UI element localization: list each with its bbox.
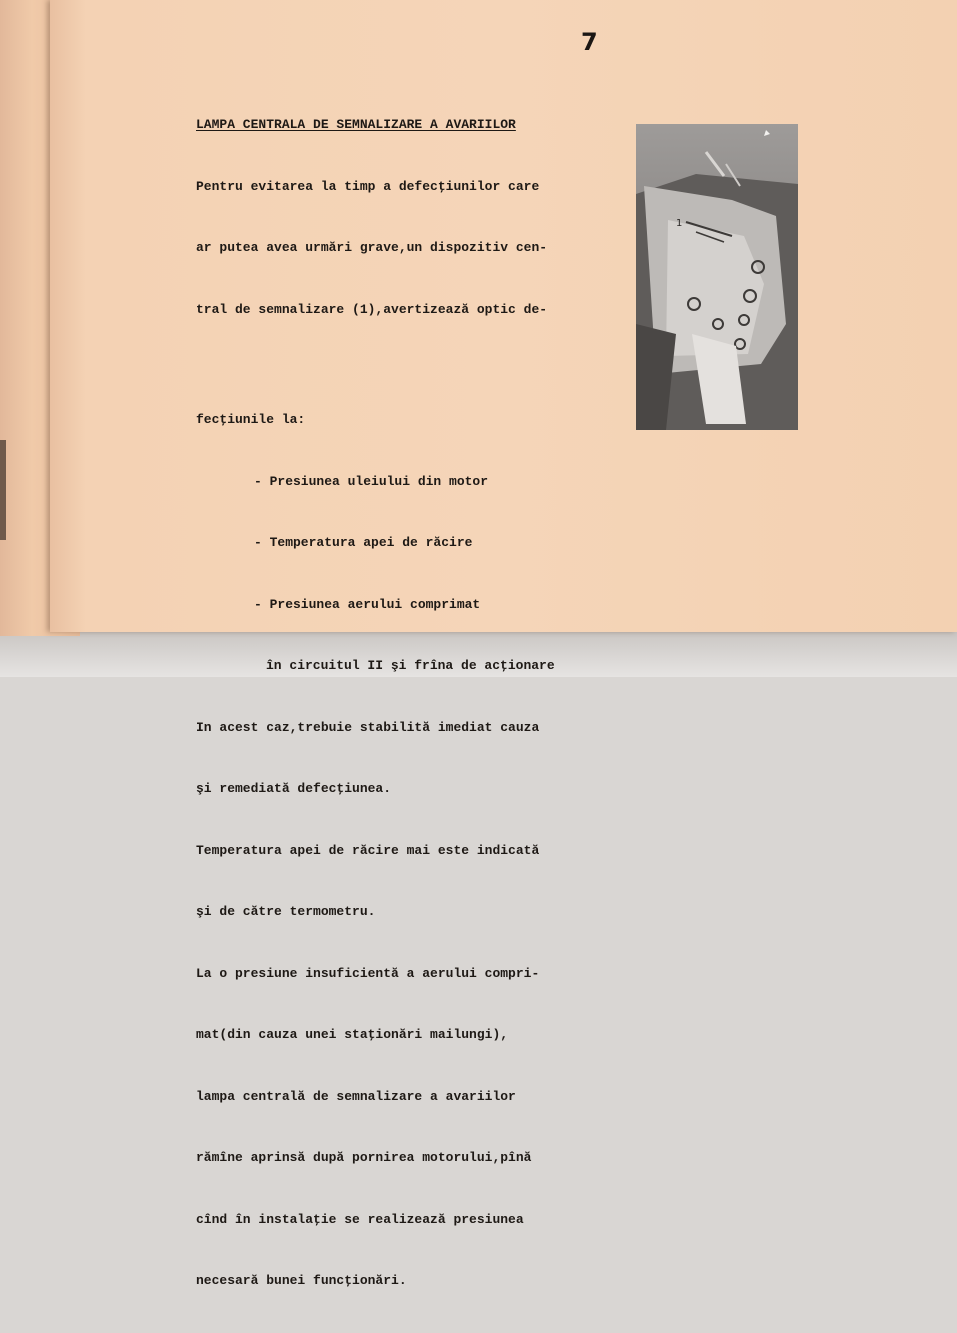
text-line: şi remediată defecţiunea. (196, 781, 392, 796)
text-line: lampa centrală de semnalizare a avariilor (196, 1088, 516, 1104)
text-line: ar putea avea urmări grave,un dispozitiv cen- (196, 240, 548, 255)
list-item: - Presiunea aerului comprimat (254, 596, 481, 612)
text-line: cînd în instalaţie se realizează presiunea (196, 1211, 524, 1227)
line-gap (196, 361, 586, 369)
left-binding-shadow (0, 440, 6, 540)
text-line: şi de către termometru. (196, 904, 376, 919)
text-line: La o presiune insuficientă a aerului compri- (196, 965, 540, 981)
list-item-continuation: în circuitul II şi frîna de acţionare (266, 658, 555, 673)
text-line: fecţiunile la: (196, 412, 306, 427)
dashboard-photo-drawing (636, 124, 798, 430)
list-item: - Presiunea uleiului din motor (254, 473, 489, 489)
text-line: necesară bunei funcţionări. (196, 1273, 407, 1288)
photo-callout-label: 1 (676, 218, 683, 229)
page-number: 7 (581, 28, 598, 56)
text-line: rămîne aprinsă după pornirea motorului,pînă (196, 1150, 532, 1165)
dashboard-photo (636, 124, 798, 430)
document-page (50, 0, 957, 1288)
section-heading: LAMPA CENTRALA DE SEMNALIZARE A AVARIILOR (196, 117, 516, 132)
list-item: - Temperatura apei de răcire (254, 535, 473, 550)
text-line: Pentru evitarea la timp a defecţiunilor care (196, 178, 540, 194)
text-line: In acest caz,trebuie stabilită imediat cauza (196, 719, 540, 735)
body-text (196, 74, 586, 1333)
text-line: tral de semnalizare (1),avertizează optic de- (196, 301, 548, 317)
text-line: mat(din cauza unei staţionări mailungi), (196, 1027, 509, 1042)
text-line: Temperatura apei de răcire mai este indicată (196, 842, 540, 858)
